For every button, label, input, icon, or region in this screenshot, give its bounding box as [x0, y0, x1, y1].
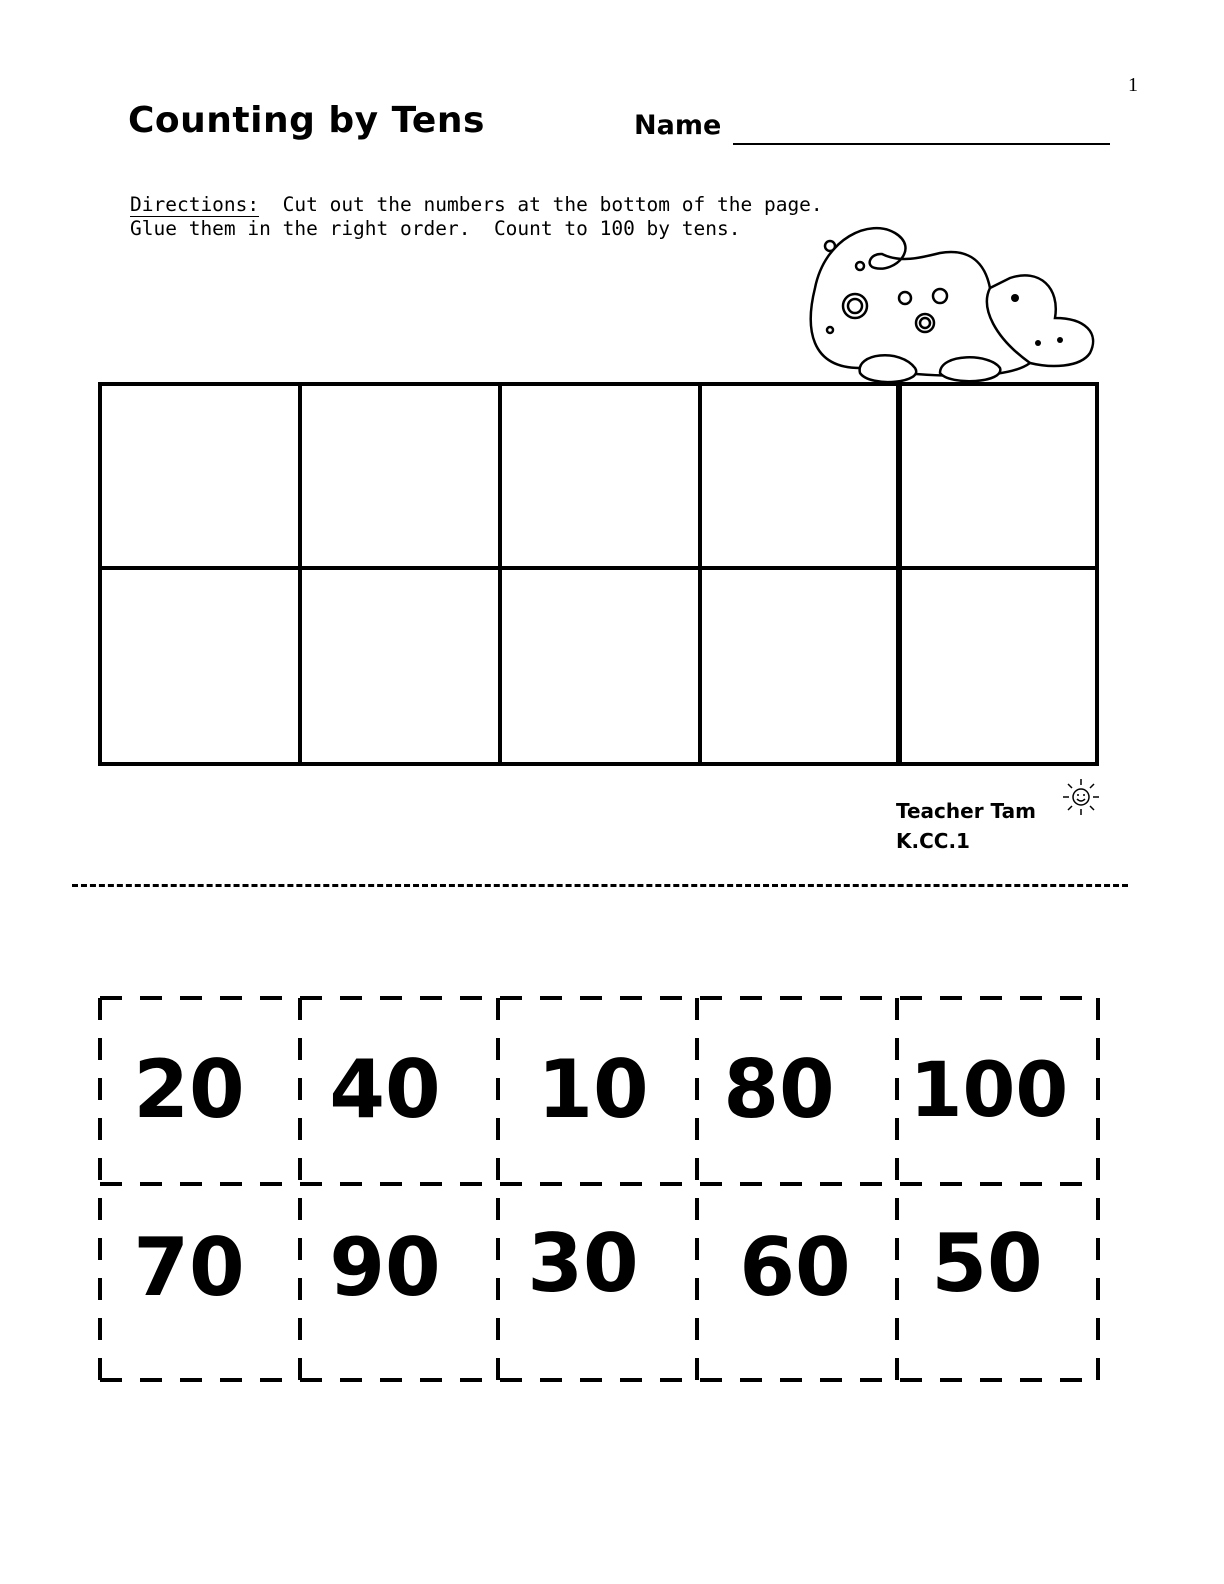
name-label: Name	[634, 110, 722, 141]
glue-box-4[interactable]	[698, 382, 902, 570]
directions	[130, 193, 823, 241]
cutout-number-card[interactable]: 30	[527, 1217, 639, 1310]
glue-box-10[interactable]	[896, 566, 1099, 766]
name-field-line[interactable]	[733, 143, 1110, 145]
ten-frame-grid	[98, 382, 1099, 766]
page-number: 1	[1128, 74, 1138, 96]
glue-box-8[interactable]	[498, 566, 702, 766]
sun-icon	[1062, 778, 1100, 816]
glue-box-6[interactable]	[98, 566, 302, 766]
cutout-number-card[interactable]: 40	[329, 1043, 441, 1136]
directions-line-1: Cut out the numbers at the bottom of the page.	[259, 193, 823, 216]
cutout-number-card[interactable]: 20	[133, 1043, 245, 1136]
glue-box-1[interactable]	[98, 382, 302, 570]
standard-label: K.CC.1	[896, 829, 970, 853]
cutout-number-card[interactable]: 60	[739, 1221, 851, 1314]
cutout-number-card[interactable]: 100	[909, 1045, 1069, 1134]
directions-line-2: Glue them in the right order. Count to 100 by tens.	[130, 217, 741, 240]
cutout-number-card[interactable]: 10	[537, 1043, 649, 1136]
cutout-number-card[interactable]: 70	[133, 1221, 245, 1314]
cut-line	[72, 884, 1128, 887]
glue-box-5[interactable]	[896, 382, 1099, 570]
glue-box-3[interactable]	[498, 382, 702, 570]
directions-label: Directions:	[130, 193, 260, 216]
cutout-number-card[interactable]: 80	[723, 1043, 835, 1136]
cutout-number-card[interactable]: 90	[329, 1221, 441, 1314]
glue-box-9[interactable]	[698, 566, 902, 766]
author-label: Teacher Tam	[896, 799, 1036, 823]
cutout-number-card[interactable]: 50	[931, 1217, 1043, 1310]
dinosaur-illustration	[800, 218, 1100, 390]
worksheet-title: Counting by Tens	[128, 100, 485, 141]
credits	[896, 796, 1036, 856]
glue-box-7[interactable]	[298, 566, 502, 766]
glue-box-2[interactable]	[298, 382, 502, 570]
